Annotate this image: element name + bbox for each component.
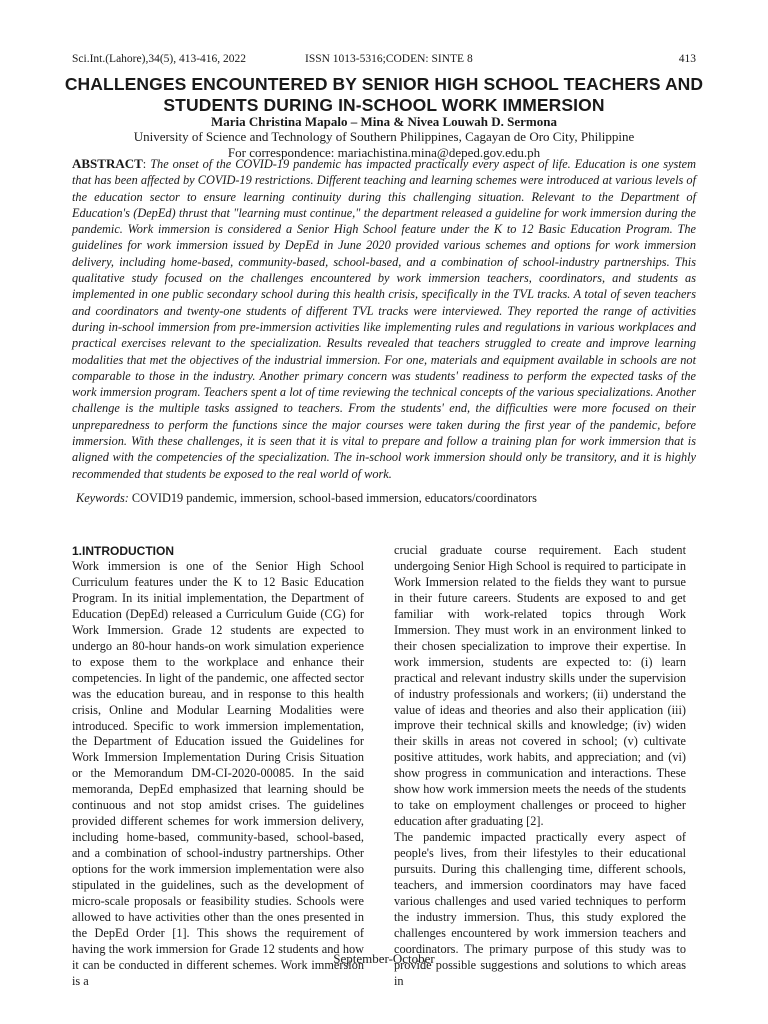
intro-paragraph-2: crucial graduate course requirement. Each student undergoing Senior High School is required to participate in Work Immersion related to the fields they want to pursue in their future careers. Students are exposed to and get familiar with work-related topics through Work Immersion. They must work in an environment linked to their chosen specialization to improve their expertise. In work immersion, students are expected to: (i) learn practical and relevant industry skills under the supervision of industry professionals and workers; (ii) understand the value of ideas and theories and also their application (iii) improve their technical skills and knowledge; (iv) widen their skills in areas not covered in school; (v) cultivate positive attitudes, work habits, and appreciation; and (vi) show progress in communication and interactions. These show how work immersion meets the needs of the students to take on employment challenges or proceed to higher education after graduating [2]. (394, 543, 686, 829)
keywords-text: COVID19 pandemic, immersion, school-based immersion, educators/coordinators (128, 491, 537, 505)
column-right (394, 543, 686, 990)
abstract-text: The onset of the COVID-19 pandemic has impacted practically every aspect of life. Education is one system that has been affected by COVID-19 restrictions. Different teaching and learning schemes were introduced at various levels of the education sector to ensure learning continuity during this challenging situation. Relevant to the Department of Education's (DepEd) thrust that "learning must continue," the department released a guideline for work immersion during the pandemic. Work immersion is considered a Senior High School feature under the K to 12 Basic Education Program. The guidelines for work immersion issued by DepEd in June 2020 provided various schemes and options for work immersion delivery, including home-based, community-based, school-based, and a combination of school-industry partnerships. This qualitative study focused on the challenges encountered by work immersion teachers, coordinators, and students as implemented in one public secondary school during this health crisis, specifically in the TVL tracks. A total of seven teachers and coordinators and twenty-one students of different TVL tracks were interviewed. They reported the range of activities during in-school immersion from pre-immersion activities like implementing rules and regulations in various workplaces and practical exercises relevant to the specialization. Results revealed that teachers struggled to create and improve learning modalities that met the objectives of the industrial immersion. For one, materials and equipment available in schools are not comparable to those in the industry. Another primary concern was students' readiness to perform the expected tasks of the work immersion program. Teachers spent a lot of time reviewing the technical concepts of the various specializations. Another challenge is the multiple tasks assigned to teachers. From the students' end, the difficulties were more focused on their unpreparedness to perform the functions since the major courses were taken during the first year of the pandemic, before immersion. With these challenges, it is seen that it is vital to prepare and follow a training plan for work immersion that is aligned with the competencies of the specialization. The in-school work immersion should only be transitory, and it is highly recommended that students be exposed to the real world of work. (72, 157, 696, 481)
page-footer: September-October (333, 951, 435, 966)
intro-paragraph-3: The pandemic impacted practically every aspect of people's lives, from their lifestyles to their educational pursuits. During this challenging time, different schools, teachers, and immersion coordinators may have faced various challenges and used varied techniques to perform the industry immersion. Thus, this study explored the challenges encountered by work immersion teachers and coordinators. The primary purpose of this study was to provide possible suggestions and solutions to which areas in (394, 830, 686, 988)
intro-paragraph-1: Work immersion is one of the Senior High School Curriculum features under the K to 12 Basic Education Program. In its initial implementation, the Department of Education (DepEd) released a Curriculum Guide (CG) for Work Immersion. Grade 12 students are expected to undergo an 80-hour hands-on work simulation experience to expose them to the workplace and enhance their competencies. In light of the pandemic, one affected sector was the education bureau, and in response to this health crisis, Online and Modular Learning Modalities were introduced. Specific to work immersion implementation, the Department of Education issued the Guidelines for Work Immersion Implementation During Crisis Situation or the Memorandum DM-CI-2020-00085. In the said memoranda, DepEd emphasized that learning should be continuous and not stop amidst crises. The guidelines provided different schemes for work immersion delivery, including home-based, community-based, school-based, and a combination of school-industry partnerships. Other options for the work immersion implementation were also stipulated in the guidelines, such as the development of micro-scale proposals or feasibility studies. Schools were allowed to have activities other than the ones presented in the DepEd Order [1]. This shows the requirement of having the work immersion for Grade 12 students and how it can be conducted in different schemes. Work immersion is a (72, 559, 364, 988)
paper-title: CHALLENGES ENCOUNTERED BY SENIOR HIGH SCHOOL TEACHERS AND STUDENTS DURING IN-SCHOOL WORK IMMERSION (64, 74, 704, 115)
section-heading-introduction: 1.INTRODUCTION (72, 544, 174, 558)
keywords (76, 490, 696, 506)
page-number: 413 (678, 53, 696, 65)
column-left (72, 543, 364, 990)
abstract-separator: : (142, 157, 151, 171)
authors: Maria Christina Mapalo – Mina & Nivea Louwah D. Sermona (211, 114, 557, 129)
affiliation: University of Science and Technology of Southern Philippines, Cagayan de Oro City, Philippine (133, 129, 635, 144)
running-header (72, 53, 696, 69)
abstract-label: ABSTRACT (72, 156, 143, 171)
correspondence: For correspondence: mariachistina.mina@deped.gov.edu.ph (227, 145, 541, 160)
keywords-label: Keywords: (76, 491, 129, 505)
abstract (72, 156, 696, 482)
journal-citation: Sci.Int.(Lahore),34(5), 413-416, 2022 (72, 53, 247, 65)
issn-coden: ISSN 1013-5316;CODEN: SINTE 8 (305, 53, 473, 65)
